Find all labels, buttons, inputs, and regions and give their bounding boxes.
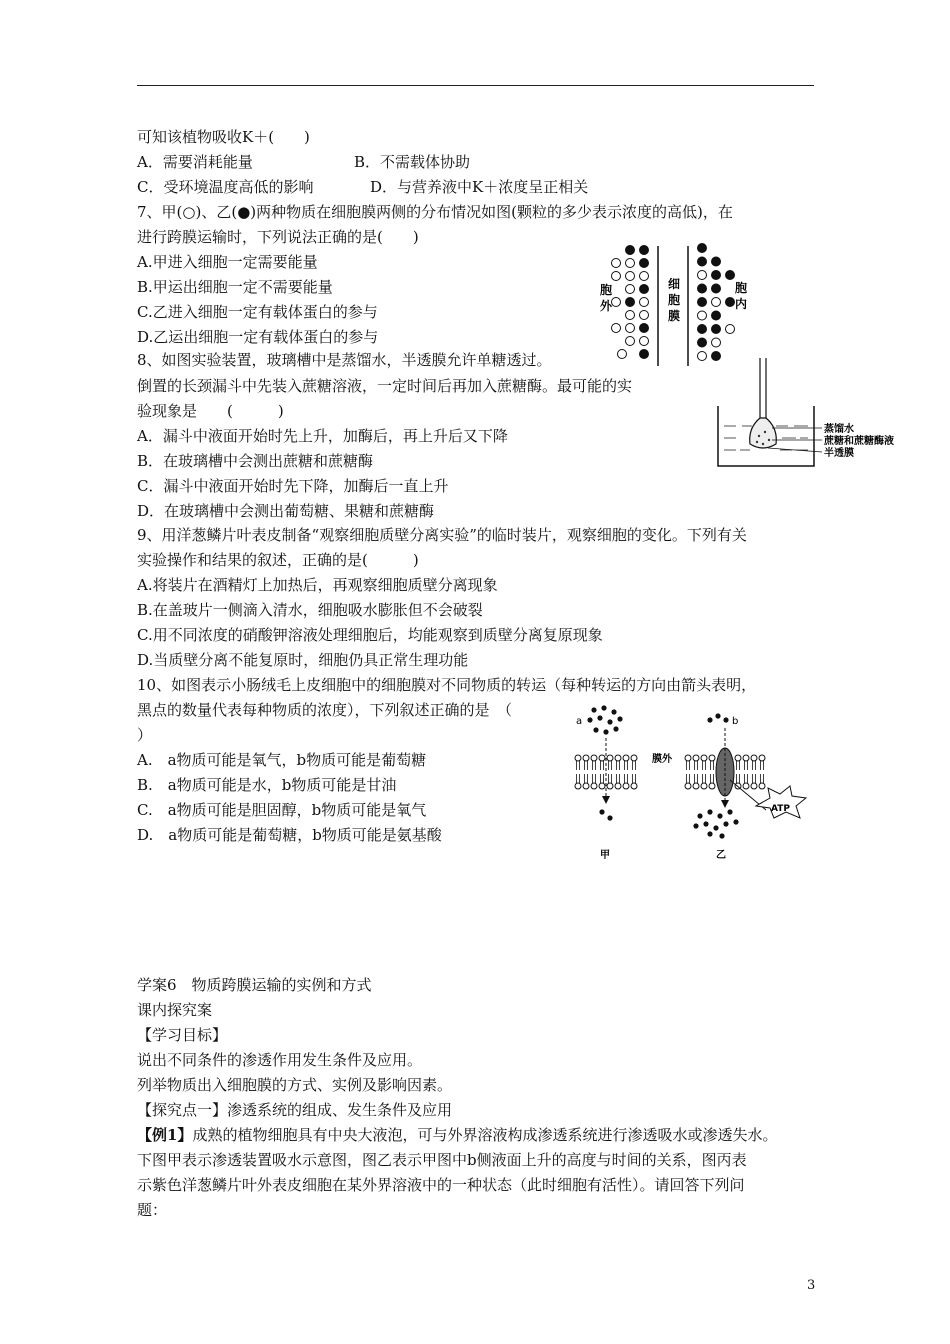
particle-yi — [698, 338, 707, 347]
label-semipermeable: 半透膜 — [824, 448, 854, 459]
q9-option-c: C.用不同浓度的硝酸钾溶液处理细胞后，均能观察到质壁分离复原现象 — [137, 626, 603, 644]
page-number: 3 — [807, 1278, 816, 1293]
particle-jia — [612, 298, 621, 307]
q7-option-b: B.甲运出细胞一定不需要能量 — [137, 278, 333, 296]
q8-option-a: A．漏斗中液面开始时先上升，加酶后，再上升后又下降 — [137, 427, 508, 445]
particle-jia — [612, 272, 621, 281]
particle-jia — [698, 311, 707, 320]
particle-yi — [698, 325, 707, 334]
membrane-label-1: 细 — [668, 277, 681, 291]
q10-stem-line1: 10、如图表示小肠绒毛上皮细胞中的细胞膜对不同物质的转运（每种转运的方向由箭头表明， — [137, 676, 757, 694]
q9-option-b: B.在盖玻片一侧滴入清水，细胞吸水膨胀但不会破裂 — [137, 601, 483, 619]
particle-yi — [640, 324, 649, 333]
particle-jia — [640, 311, 649, 320]
label-jia: 甲 — [600, 850, 610, 861]
particle-jia — [626, 337, 635, 346]
particle-jia — [612, 324, 621, 333]
particle-yi — [712, 284, 721, 293]
particle-jia — [626, 259, 635, 268]
q9-option-d: D.当质壁分离不能复原时，细胞仍具正常生理功能 — [137, 651, 469, 669]
q8-option-b: B．在玻璃槽中会测出蔗糖和蔗糖酶 — [137, 452, 374, 470]
particle-yi — [640, 285, 649, 294]
outside-particles — [612, 246, 649, 359]
particle-yi — [712, 311, 721, 320]
particle-yi — [712, 271, 721, 280]
example-1-line1 — [137, 1125, 777, 1145]
q10-transport-figure — [570, 700, 830, 865]
section-title: 学案6 物质跨膜运输的实例和方式 — [137, 976, 372, 994]
q10-option-c: C. a物质可能是胆固醇，b物质可能是氧气 — [137, 801, 427, 819]
particle-jia — [626, 311, 635, 320]
a-outside-particles — [587, 705, 622, 734]
q8-stem-line1: 8、如图实验装置，玻璃槽中是蒸馏水，半透膜允许单糖透过。 — [137, 351, 552, 369]
label-water: 蒸馏水 — [824, 424, 854, 435]
example-1-line2: 下图甲表示渗透装置吸水示意图，图乙表示甲图中b侧液面上升的高度与时间的关系，图丙表 — [137, 1151, 747, 1169]
inside-label-1: 胞 — [735, 281, 748, 295]
q7-membrane-figure — [592, 240, 762, 370]
label-outside: 膜外 — [652, 754, 672, 765]
q8-apparatus-figure — [712, 356, 912, 476]
inside-particles — [698, 244, 735, 361]
q9-stem-line1: 9、用洋葱鳞片叶表皮制备“观察细胞质壁分离实验”的临时装片，观察细胞的变化。下列有关 — [137, 526, 747, 544]
section-subtitle: 课内探究案 — [137, 1001, 213, 1019]
q7-option-a: A.甲进入细胞一定需要能量 — [137, 253, 318, 271]
particle-jia — [618, 350, 627, 359]
outside-label-1: 胞 — [600, 283, 613, 297]
particle-yi — [640, 246, 649, 255]
outside-label-2: 外 — [600, 299, 613, 313]
q6-option-d: D．与营养液中K＋浓度呈正相关 — [370, 178, 589, 196]
particle-yi — [712, 257, 721, 266]
particle-jia — [698, 271, 707, 280]
explore-point-1: 【探究点一】渗透系统的组成、发生条件及应用 — [137, 1101, 453, 1119]
membrane-label-3: 膜 — [668, 309, 681, 323]
label-atp: ATP — [771, 804, 791, 814]
b-outside-particles — [707, 713, 728, 722]
particle-yi — [712, 325, 721, 334]
particle-yi — [726, 298, 735, 307]
q7-stem-line1: 7、甲(○)、乙(●)两种物质在细胞膜两侧的分布情况如图(颗粒的多少表示浓度的高低)，在 — [137, 203, 733, 221]
particle-jia — [726, 325, 735, 334]
q6-stem: 可知该植物吸收K＋( ) — [137, 128, 310, 146]
particle-jia — [640, 298, 649, 307]
label-solution: 蔗糖和蔗糖酶液 — [824, 436, 894, 447]
particle-yi — [698, 284, 707, 293]
particle-jia — [712, 338, 721, 347]
q7-stem-line2: 进行跨膜运输时，下列说法正确的是( ) — [137, 228, 419, 246]
q10-option-b: B. a物质可能是水，b物质可能是甘油 — [137, 776, 397, 794]
example-1-text: 成熟的植物细胞具有中央大液泡，可与外界溶液构成渗透系统进行渗透吸水或渗透失水。 — [192, 1126, 778, 1144]
particle-yi — [640, 259, 649, 268]
particle-jia — [612, 259, 621, 268]
particle-jia — [698, 352, 707, 361]
q8-stem-line2: 倒置的长颈漏斗中先装入蔗糖溶液，一定时间后再加入蔗糖酶。最可能的实 — [137, 377, 633, 395]
particle-yi — [698, 298, 707, 307]
particle-yi — [640, 350, 649, 359]
learning-goal-2: 列举物质出入细胞膜的方式、实例及影响因素。 — [137, 1076, 453, 1094]
example-1-line3: 示紫色洋葱鳞片叶外表皮细胞在某外界溶液中的一种状态（此时细胞有活性）。请回答下列问 — [137, 1176, 745, 1194]
q8-option-d: D．在玻璃槽中会测出葡萄糖、果糖和蔗糖酶 — [137, 502, 435, 520]
q7-option-c: C.乙进入细胞一定有载体蛋白的参与 — [137, 303, 378, 321]
particle-jia — [626, 324, 635, 333]
header-rule — [137, 85, 814, 86]
particle-jia — [626, 272, 635, 281]
q9-stem-line2: 实验操作和结果的叙述，正确的是( ) — [137, 551, 419, 569]
particle-jia — [712, 298, 721, 307]
label-b: b — [732, 716, 739, 727]
particle-jia — [626, 285, 635, 294]
particle-jia — [640, 272, 649, 281]
membrane-label-2: 胞 — [668, 293, 681, 307]
particle-yi — [626, 298, 635, 307]
q10-stem-line3: ） — [137, 726, 153, 744]
particle-yi — [726, 271, 735, 280]
example-1-tag: 【例1】 — [137, 1126, 193, 1144]
particle-jia — [640, 337, 649, 346]
label-a: a — [576, 716, 583, 727]
particle-yi — [698, 244, 707, 253]
q8-stem-line3: 验现象是 ( ) — [137, 402, 284, 420]
q9-option-a: A.将装片在酒精灯上加热后，再观察细胞质壁分离现象 — [137, 576, 498, 594]
learning-goal-heading: 【学习目标】 — [137, 1026, 228, 1044]
q7-option-d: D.乙运出细胞一定有载体蛋白的参与 — [137, 328, 379, 346]
q10-stem-line2: 黑点的数量代表每种物质的浓度），下列叙述正确的是 （ — [137, 701, 513, 719]
particle-yi — [626, 246, 635, 255]
q10-option-d: D. a物质可能是葡萄糖，b物质可能是氨基酸 — [137, 826, 442, 844]
q6-option-c: C．受环境温度高低的影响 — [137, 178, 314, 196]
q6-option-b: B．不需载体协助 — [354, 153, 471, 171]
example-1-line4: 题： — [137, 1201, 168, 1219]
b-inside-particles — [693, 809, 738, 838]
q10-option-a: A. a物质可能是氧气，b物质可能是葡萄糖 — [137, 751, 427, 769]
inside-label-2: 内 — [735, 297, 748, 311]
label-yi: 乙 — [716, 850, 726, 861]
q6-option-a: A．需要消耗能量 — [137, 153, 253, 171]
learning-goal-1: 说出不同条件的渗透作用发生条件及应用。 — [137, 1051, 423, 1069]
q8-option-c: C．漏斗中液面开始时先下降，加酶后一直上升 — [137, 477, 449, 495]
particle-yi — [698, 257, 707, 266]
